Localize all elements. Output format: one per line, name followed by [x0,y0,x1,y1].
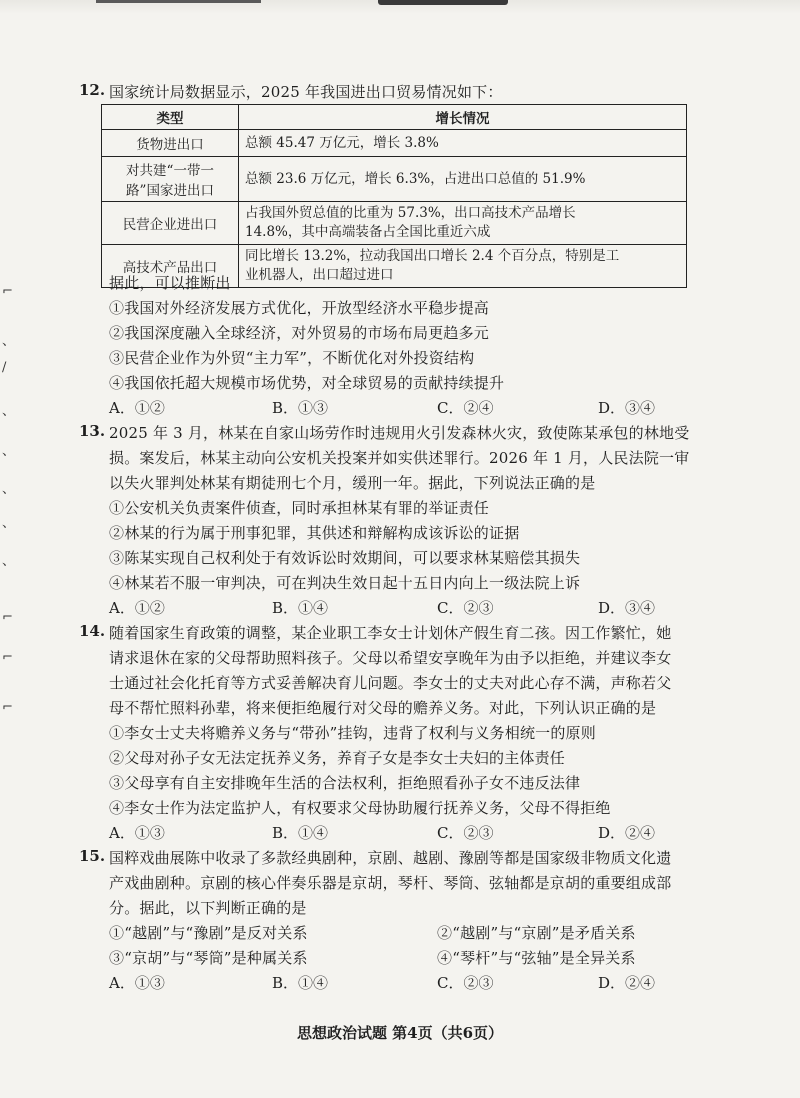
row-desc-cell [239,245,687,288]
question-14-option-b: B．①④ [272,824,329,842]
question-12-option-a: A．①② [109,399,165,417]
row-desc-text: 业机器人，出口超过进口 [245,267,394,283]
question-13-number: 13. [79,422,106,440]
table-header-row [102,105,687,130]
question-14-item: ②父母对孙子女无法定抚养义务，养育子女是李女士夫妇的主体责任 [109,749,566,767]
row-type-text: 对共建“一带一 [126,163,214,179]
question-15-item: ④“琴杆”与“弦轴”是全异关系 [437,949,636,967]
question-13-stem-line: 2025 年 3 月，林某在自家山场劳作时违规用火引发森林火灾，致使陈某承包的林地受 [109,424,690,442]
question-15-item: ②“越剧”与“京剧”是矛盾关系 [437,924,636,942]
question-15-stem-line: 国粹戏曲展陈中收录了多款经典剧种，京剧、越剧、豫剧等都是国家级非物质文化遗 [109,849,672,867]
row-desc-text: 14.8%，其中高端装备占全国比重近六成 [245,224,491,240]
question-15-item: ③“京胡”与“琴筒”是种属关系 [109,949,308,967]
question-12-option-c: C．②④ [437,399,494,417]
question-12-number: 12. [79,81,106,99]
question-13-option-c: C．②③ [437,599,494,617]
question-15-option-a: A．①③ [109,974,165,992]
question-15-option-b: B．①④ [272,974,329,992]
question-13-option-b: B．①④ [272,599,329,617]
table-row [102,202,687,245]
row-type-cell [102,202,239,245]
row-desc-text: 占我国外贸总值的比重为 57.3%，出口高技术产品增长 [245,205,576,221]
margin-mark: 、 [2,516,16,531]
row-type-cell [102,157,239,202]
question-14-option-a: A．①③ [109,824,165,842]
question-14-stem-line: 随着国家生育政策的调整，某企业职工李女士计划休产假生育二孩。因工作繁忙，她 [109,624,672,642]
row-desc-text: 同比增长 13.2%，拉动我国出口增长 2.4 个百分点，特别是工 [245,248,620,264]
table-row [102,130,687,157]
question-14-number: 14. [79,622,106,640]
row-type-cell [102,130,239,157]
row-desc-cell [239,202,687,245]
question-14-stem-line: 母不帮忙照料孙辈，将来便拒绝履行对父母的赡养义务。对此，下列认识正确的是 [109,699,657,717]
question-12-item: ①我国对外经济发展方式优化，开放型经济水平稳步提高 [109,299,490,317]
question-14-option-d: D．②④ [598,824,656,842]
row-desc-text: 总额 23.6 万亿元，增长 6.3%，占进出口总值的 51.9% [245,170,586,187]
question-15-item: ①“越剧”与“豫剧”是反对关系 [109,924,308,942]
table-row [102,157,687,202]
table-header-growth: 增长情况 [239,105,687,130]
question-15-stem-line: 产戏曲剧种。京剧的核心伴奏乐器是京胡，琴杆、琴筒、弦轴都是京胡的重要组成部 [109,874,672,892]
question-15-number: 15. [79,847,106,865]
question-15-stem-line: 分。据此，以下判断正确的是 [109,899,307,917]
page-footer: 思想政治试题 第4页（共6页） [296,1024,504,1042]
question-14-item: ①李女士丈夫将赡养义务与“带孙”挂钩，违背了权利与义务相统一的原则 [109,724,596,742]
top-cut-text-fragment [96,0,261,3]
margin-mark: 、 [2,482,16,497]
question-13-stem-line: 损。案发后，林某主动向公安机关投案并如实供述罪行。2026 年 1 月，人民法院一审 [109,449,690,467]
question-12-item: ②我国深度融入全球经济，对外贸易的市场布局更趋多元 [109,324,490,342]
question-14-option-c: C．②③ [437,824,494,842]
question-14-item: ④李女士作为法定监护人，有权要求父母协助履行抚养义务，父母不得拒绝 [109,799,611,817]
question-12-item: ③民营企业作为外贸“主力军”，不断优化对外投资结构 [109,349,475,367]
row-type-text: 路”国家进出口 [126,183,214,199]
row-desc-text: 总额 45.47 万亿元，增长 3.8% [245,134,439,151]
table-header-type: 类型 [102,105,239,130]
question-15-option-d: D．②④ [598,974,656,992]
trade-data-table [101,104,687,288]
question-13-item: ③陈某实现自己权利处于有效诉讼时效期间，可以要求林某赔偿其损失 [109,549,581,567]
question-14-stem-line: 士通过社会化托育等方式妥善解决育儿问题。李女士的丈夫对此心存不满，声称若父 [109,674,672,692]
question-13-option-d: D．③④ [598,599,656,617]
margin-mark: ⌐ [2,700,13,715]
question-13-item: ②林某的行为属于刑事犯罪，其供述和辩解构成该诉讼的证据 [109,524,520,542]
question-13-item: ④林某若不服一审判决，可在判决生效日起十五日内向上一级法院上诉 [109,574,581,592]
question-12-item: ④我国依托超大规模市场优势，对全球贸易的贡献持续提升 [109,374,505,392]
question-14-item: ③父母享有自主安排晚年生活的合法权利，拒绝照看孙子女不违反法律 [109,774,581,792]
question-14-stem-line: 请求退休在家的父母帮助照料孩子。父母以希望安享晚年为由予以拒绝，并建议李女 [109,649,672,667]
row-type-text: 货物进出口 [136,137,204,153]
margin-mark: / [2,360,7,375]
question-13-option-a: A．①② [109,599,165,617]
row-type-text: 民营企业进出口 [122,217,218,233]
margin-mark: ⌐ [2,610,13,625]
margin-mark: 、 [2,334,16,349]
question-15-option-c: C．②③ [437,974,494,992]
margin-mark: ⌐ [2,650,13,665]
question-12-option-d: D．③④ [598,399,656,417]
question-12-stem: 国家统计局数据显示，2025 年我国进出口贸易情况如下： [109,83,503,101]
top-cut-mark [378,0,508,5]
row-desc-cell [239,157,687,202]
margin-mark: 、 [2,444,16,459]
question-12-lead: 据此，可以推断出 [109,274,231,292]
margin-mark: 、 [2,404,16,419]
margin-mark: ⌐ [2,284,13,299]
row-type-text: 高技术产品出口 [122,260,218,276]
question-13-item: ①公安机关负责案件侦查，同时承担林某有罪的举证责任 [109,499,490,517]
question-13-stem-line: 以失火罪判处林某有期徒刑七个月，缓刑一年。据此，下列说法正确的是 [109,474,596,492]
margin-mark: 、 [2,554,16,569]
row-desc-cell [239,130,687,157]
question-12-option-b: B．①③ [272,399,329,417]
